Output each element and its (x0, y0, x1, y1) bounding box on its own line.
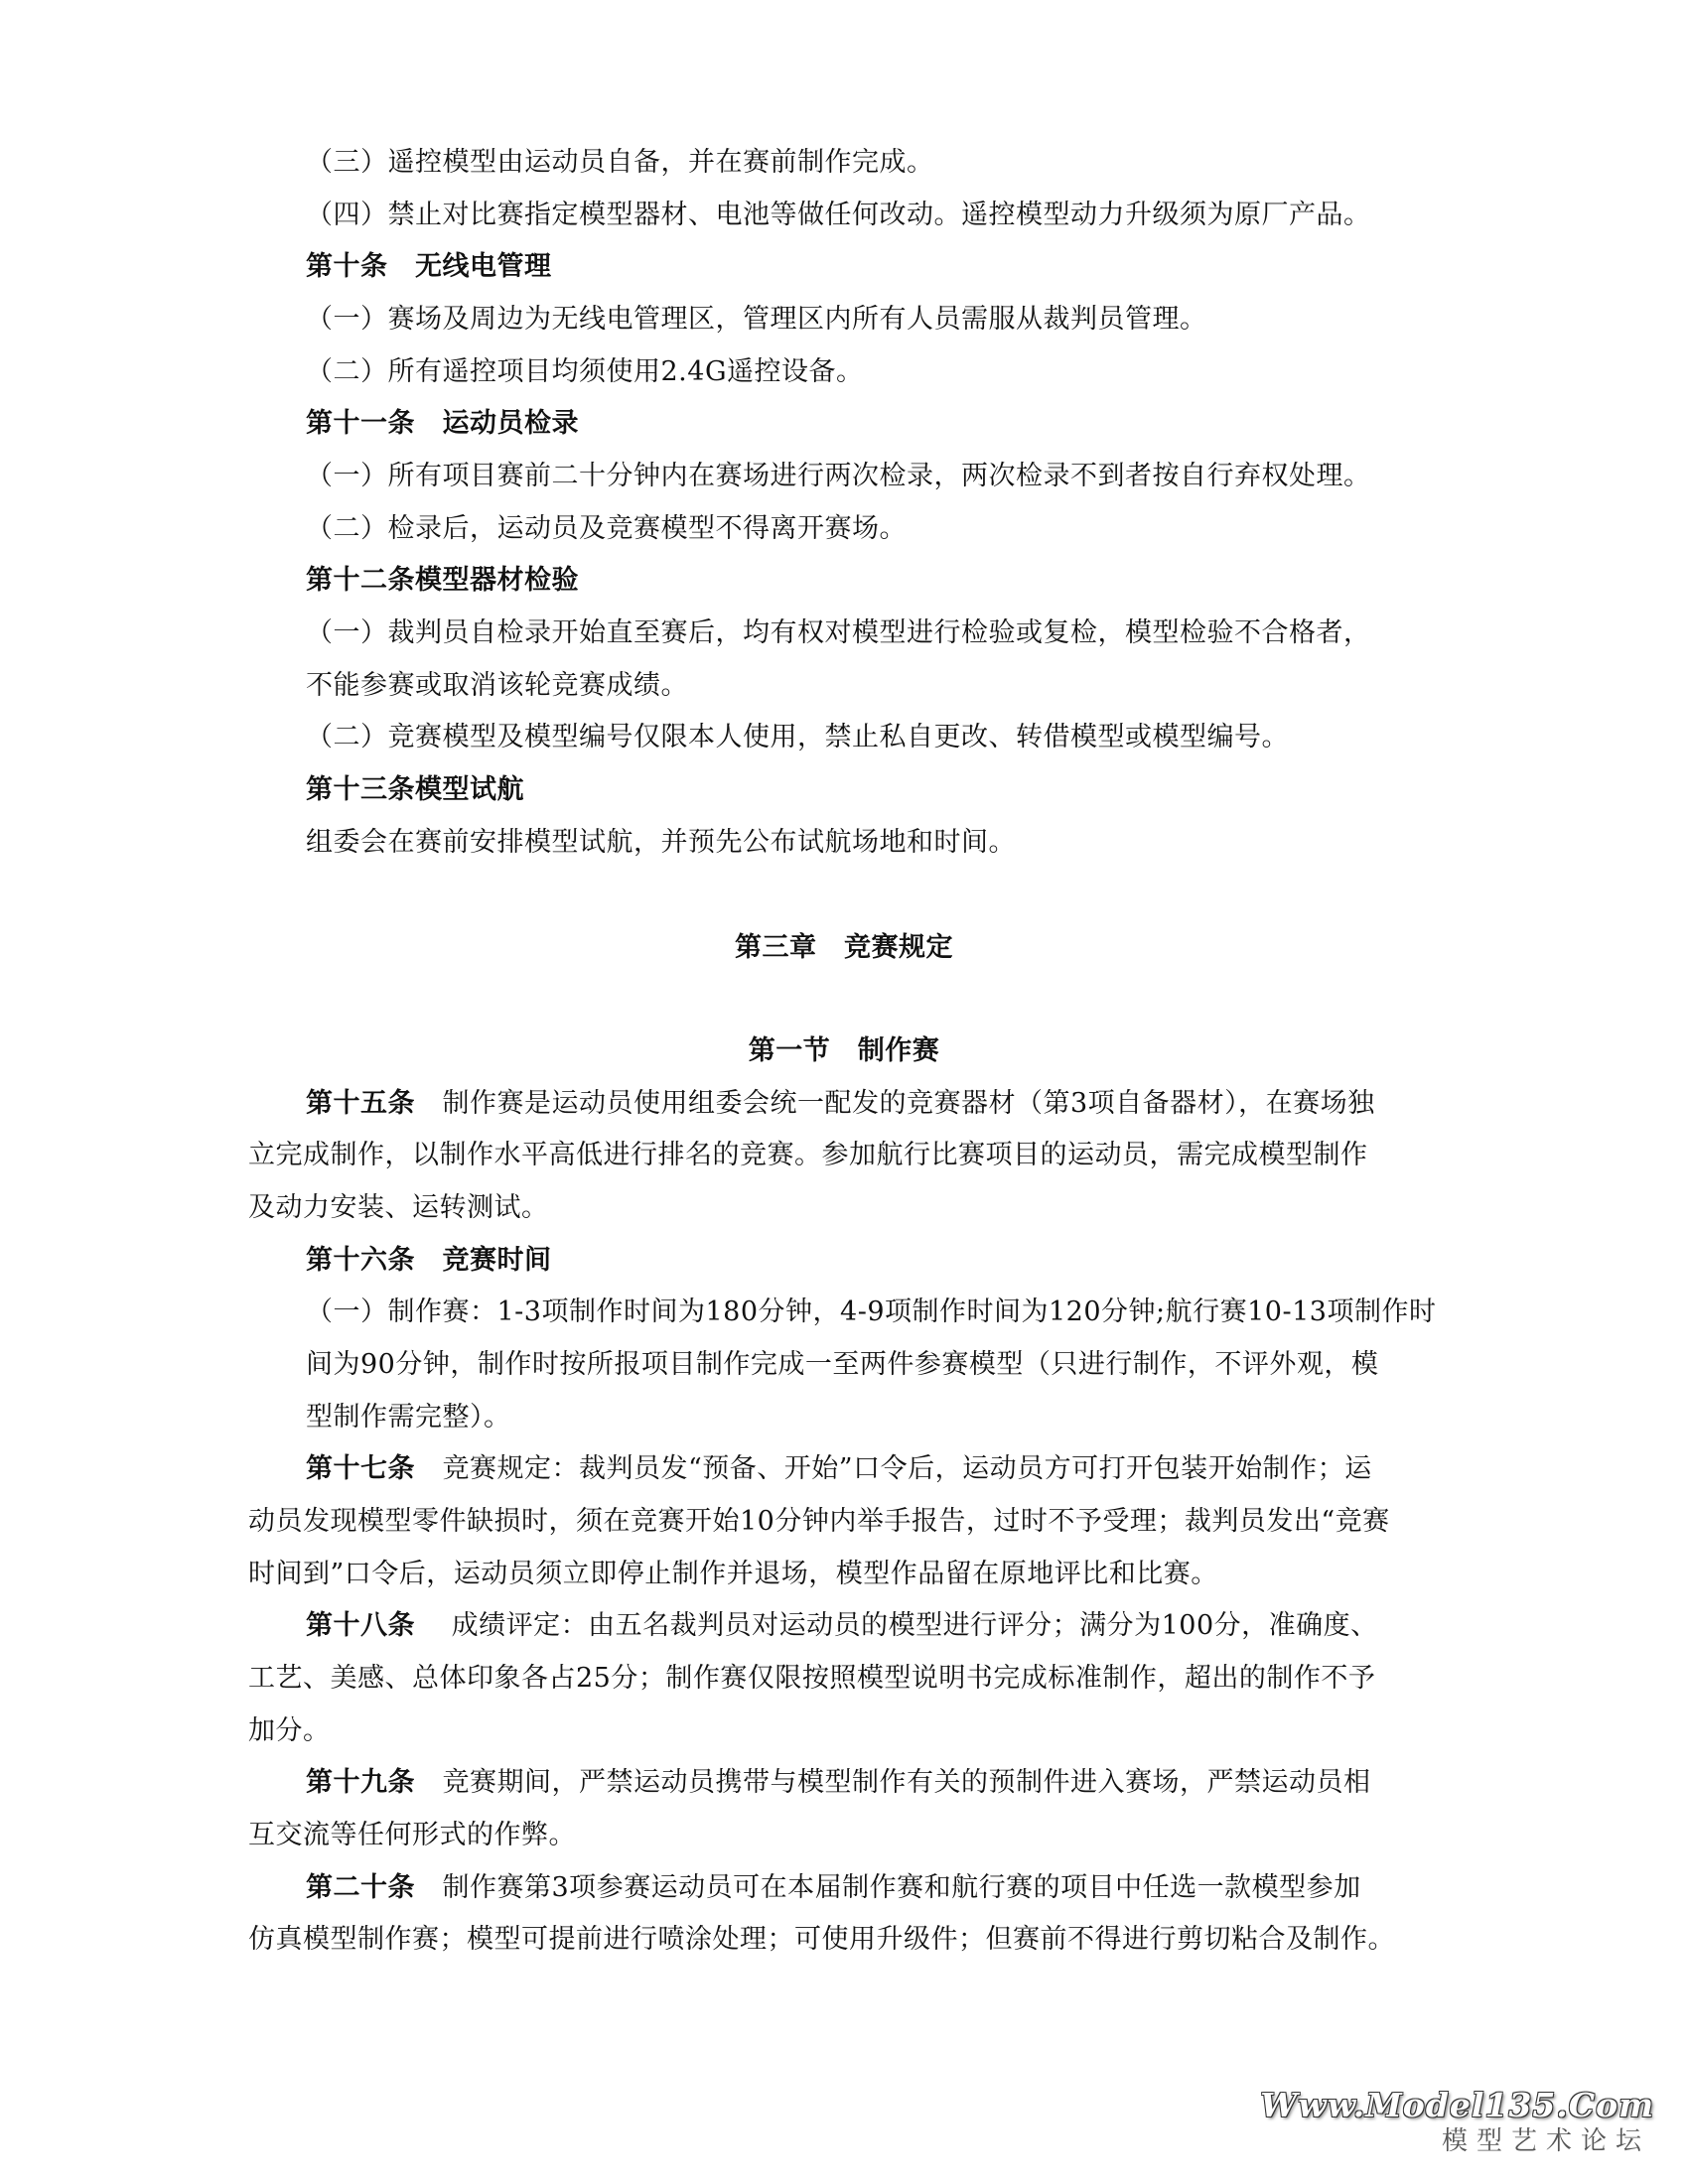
paragraph-line (306, 1765, 1371, 1801)
paragraph-line: （二）所有遥控项目均须使用2.4G遥控设备。 (306, 356, 864, 387)
article-heading: 第十二条模型器材检验 (306, 565, 579, 596)
article-heading: 第十一条 运动员检录 (306, 408, 579, 439)
paragraph-line: 时间到”口令后，运动员须立即停止制作并退场，模型作品留在原地评比和比赛。 (248, 1559, 1218, 1589)
section-title: 第一节 制作赛 (748, 1035, 940, 1066)
article-label: 第十九条 (306, 1767, 415, 1798)
article-label: 第十五条 (306, 1088, 415, 1119)
watermark-subtitle: 模型艺术论坛 (1441, 2126, 1650, 2156)
paragraph-line: （四）禁止对比赛指定模型器材、电池等做任何改动。遥控模型动力升级须为原厂产品。 (306, 200, 1371, 230)
paragraph-line: （一）赛场及周边为无线电管理区，管理区内所有人员需服从裁判员管理。 (306, 304, 1207, 335)
article-label: 第十八条 (306, 1610, 415, 1641)
paragraph-line: 型制作需完整）。 (306, 1402, 511, 1433)
paragraph-line: 立完成制作，以制作水平高低进行排名的竞赛。参加航行比赛项目的运动员，需完成模型制作 (248, 1140, 1368, 1170)
article-label: 第二十条 (306, 1872, 415, 1903)
paragraph-line: （一）裁判员自检录开始直至赛后，均有权对模型进行检验或复检，模型检验不合格者， (306, 617, 1371, 648)
paragraph-line: 工艺、美感、总体印象各占25分；制作赛仅限按照模型说明书完成标准制作，超出的制作不予 (248, 1663, 1376, 1694)
paragraph-text: 成绩评定：由五名裁判员对运动员的模型进行评分；满分为100分，准确度、 (415, 1610, 1378, 1641)
article-heading: 第十条 无线电管理 (306, 251, 552, 282)
paragraph-line: （二）检录后，运动员及竞赛模型不得离开赛场。 (306, 513, 907, 544)
paragraph-text: 竞赛期间，严禁运动员携带与模型制作有关的预制件进入赛场，严禁运动员相 (415, 1767, 1371, 1798)
paragraph-line (306, 1608, 1378, 1644)
paragraph-line (306, 1086, 1375, 1122)
watermark-url: Www.Model135.Com (1260, 2086, 1654, 2124)
paragraph-line: （二）竞赛模型及模型编号仅限本人使用，禁止私自更改、转借模型或模型编号。 (306, 722, 1289, 752)
paragraph-line: （一）制作赛：1-3项制作时间为180分钟，4-9项制作时间为120分钟;航行赛10-13项制作时 (306, 1297, 1437, 1327)
paragraph-text: 制作赛是运动员使用组委会统一配发的竞赛器材（第3项自备器材），在赛场独 (415, 1088, 1375, 1119)
chapter-title: 第三章 竞赛规定 (735, 932, 953, 963)
article-heading: 第十六条 竞赛时间 (306, 1245, 552, 1276)
paragraph-line: 互交流等任何形式的作弊。 (248, 1820, 576, 1850)
article-label: 第十七条 (306, 1453, 415, 1484)
article-heading: 第十三条模型试航 (306, 774, 524, 805)
paragraph-line: 不能参赛或取消该轮竞赛成绩。 (306, 670, 688, 701)
paragraph-line: （一）所有项目赛前二十分钟内在赛场进行两次检录，两次检录不到者按自行弃权处理。 (306, 461, 1371, 491)
paragraph-line (306, 1870, 1361, 1906)
paragraph-line: （三）遥控模型由运动员自备，并在赛前制作完成。 (306, 147, 934, 178)
paragraph-text: 制作赛第3项参赛运动员可在本届制作赛和航行赛的项目中任选一款模型参加 (415, 1872, 1361, 1903)
paragraph-line: 间为90分钟，制作时按所报项目制作完成一至两件参赛模型（只进行制作，不评外观，模 (306, 1349, 1379, 1380)
paragraph-line: 及动力安装、运转测试。 (248, 1192, 549, 1223)
paragraph-text: 竞赛规定：裁判员发“预备、开始”口令后，运动员方可打开包装开始制作；运 (415, 1453, 1372, 1484)
paragraph-line: 动员发现模型零件缺损时，须在竞赛开始10分钟内举手报告，过时不予受理；裁判员发出“竞赛 (248, 1506, 1390, 1537)
paragraph-line: 仿真模型制作赛；模型可提前进行喷涂处理；可使用升级件；但赛前不得进行剪切粘合及制作。 (248, 1924, 1395, 1955)
paragraph-line: 组委会在赛前安排模型试航，并预先公布试航场地和时间。 (306, 827, 1016, 858)
paragraph-line: 加分。 (248, 1715, 331, 1746)
site-watermark (1260, 2087, 1654, 2158)
paragraph-line (306, 1451, 1372, 1487)
